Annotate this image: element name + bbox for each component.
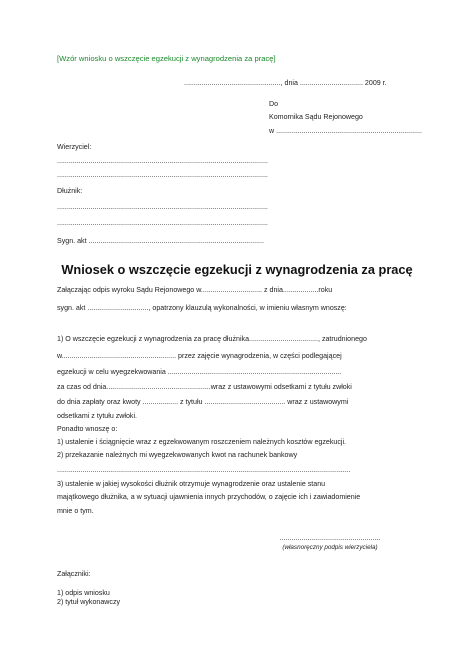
- further-point-2: 2) przekazanie należnych mi wyegzekwowanych kwot na rachunek bankowy: [57, 451, 298, 459]
- wierzyciel-label: Wierzyciel:: [57, 143, 92, 151]
- point1-line-2: w.......................................................... przez zajęcie wynagrodzenia, w części podlegającej: [57, 352, 342, 360]
- signature-caption: (własnoręczny podpis wierzyciela): [282, 544, 378, 551]
- further-point-3-line-2: majątkowego dłużnika, a w sytuacji ujawnienia innych przychodów, o zajęcie ich i zawiadomienie: [57, 493, 361, 501]
- attachment-item-2: 2) tytuł wykonawczy: [57, 598, 121, 606]
- addressee-w-line: w ..........................................................................: [269, 127, 422, 135]
- sygn-akt-line: Sygn. akt .........................................................................................: [57, 237, 264, 245]
- intro-line-2: sygn. akt ..............................., opatrzony klauzulą wykonalności, w imieniu własnym wnoszę:: [57, 304, 347, 312]
- dluznik-label: Dłużnik:: [57, 187, 83, 195]
- wierzyciel-line-2: ...........................................................................................................: [57, 171, 268, 179]
- point1-line-5: do dnia zapłaty oraz kwoty .................. z tytułu ......................................... wraz z ustawowymi: [57, 398, 349, 406]
- dluznik-line-1: ...........................................................................................................: [57, 203, 268, 211]
- point1-line-3: egzekucji w celu wyegzekwowania ........................................................................................: [57, 368, 342, 376]
- further-point-3-line-3: mnie o tym.: [57, 507, 94, 515]
- addressee-do: Do: [269, 100, 279, 108]
- signature-dots: ...................................................: [279, 534, 381, 542]
- further-label: Ponadto wnoszę o:: [57, 425, 118, 433]
- document-title: Wniosek o wszczęcie egzekucji z wynagrodzenia za pracę: [61, 262, 413, 277]
- point1-line-4: za czas od dnia.....................................................wraz z ustawowymi odsetkami z tytułu zwłoki: [57, 383, 352, 391]
- further-point-3-line-1: 3) ustalenie w jakiej wysokości dłużnik otrzymuje wynagrodzenie oraz ustalenie stanu: [57, 480, 326, 488]
- further-point-1: 1) ustalenie i ściągnięcie wraz z egzekwowanym roszczeniem należnych kosztów egzekucji.: [57, 438, 347, 446]
- point1-line-1: 1) O wszczęcie egzekucji z wynagrodzenia za pracę dłużnika..................................., zatrudnionego: [57, 335, 367, 343]
- template-title: [Wzór wniosku o wszczęcie egzekucji z wynagrodzenia za pracę]: [57, 54, 276, 63]
- further-point-2-line: .....................................................................................................................................................: [57, 466, 351, 474]
- attachments-label: Załączniki:: [57, 570, 91, 578]
- place-date-line: ................................................., dnia ................................ 2009 r.: [184, 79, 387, 87]
- attachment-item-1: 1) odpis wniosku: [57, 589, 110, 597]
- wierzyciel-line-1: ...........................................................................................................: [57, 157, 268, 165]
- intro-line-1: Załączając odpis wyroku Sądu Rejonowego w............................... z dnia..................roku: [57, 286, 333, 294]
- point1-line-6: odsetkami z tytułu zwłoki.: [57, 412, 138, 420]
- dluznik-line-2: ...........................................................................................................: [57, 219, 268, 227]
- addressee-komornik: Komornika Sądu Rejonowego: [269, 113, 363, 121]
